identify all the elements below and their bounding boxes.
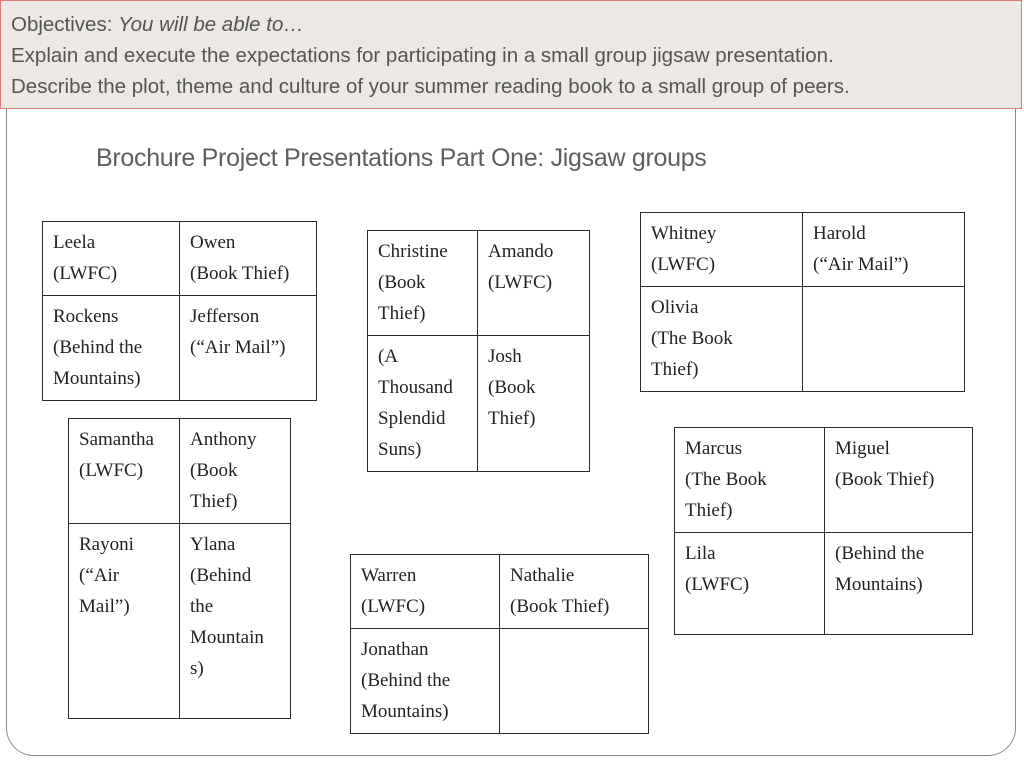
cell-text-line: Leela xyxy=(53,232,96,253)
cell-text-line: Thief) xyxy=(651,359,699,380)
cell-text-line: Mail”) xyxy=(79,596,130,617)
cell-text-line: Owen xyxy=(190,232,236,253)
table-cell xyxy=(675,428,825,533)
cell-text-line: Marcus xyxy=(685,438,742,459)
page-title: Brochure Project Presentations Part One: Jigsaw groups xyxy=(96,144,707,172)
objectives-box xyxy=(0,0,1022,109)
table-cell xyxy=(368,336,478,472)
cell-text-line: (LWFC) xyxy=(488,272,553,293)
table-row xyxy=(69,419,291,524)
cell-text-line: (Book xyxy=(488,377,536,398)
cell-text-line: Mountains) xyxy=(835,574,923,595)
group-table-3 xyxy=(640,212,965,392)
cell-text-line: (Book xyxy=(190,460,238,481)
cell-text-line: Anthony xyxy=(190,429,257,450)
table-row xyxy=(43,222,317,296)
cell-text-line: Jonathan xyxy=(361,639,429,660)
cell-text-line: Thief) xyxy=(685,500,733,521)
cell-text-line: (Behind the xyxy=(53,337,143,358)
table-cell xyxy=(368,231,478,336)
table-cell xyxy=(43,296,180,401)
cell-text-line: Thief) xyxy=(378,303,426,324)
cell-text-line: Ylana xyxy=(190,534,236,555)
objectives-heading xyxy=(11,9,1011,40)
cell-text-line: (“Air xyxy=(79,565,120,586)
table-cell xyxy=(641,287,803,392)
cell-text-line: Christine xyxy=(378,241,448,262)
cell-text-line: (Book Thief) xyxy=(190,263,290,284)
table-cell xyxy=(641,213,803,287)
table-cell xyxy=(180,419,291,524)
table-cell xyxy=(43,222,180,296)
group-table-6 xyxy=(350,554,649,734)
table-row xyxy=(43,296,317,401)
cell-text-line: (“Air Mail”) xyxy=(190,337,286,358)
cell-text-line: (Behind xyxy=(190,565,252,586)
cell-text-line: Rockens xyxy=(53,306,119,327)
cell-text-line: (“Air Mail”) xyxy=(813,254,909,275)
table-row xyxy=(641,213,965,287)
table-cell xyxy=(500,555,649,629)
table-row xyxy=(675,533,973,635)
group-table-1 xyxy=(42,221,317,401)
cell-text-line: (LWFC) xyxy=(53,263,118,284)
table-row xyxy=(368,336,590,472)
table-cell xyxy=(675,533,825,635)
cell-text-line: Lila xyxy=(685,543,716,564)
table-cell xyxy=(69,419,180,524)
cell-text-line: Thousand xyxy=(378,377,453,398)
cell-text-line: Whitney xyxy=(651,223,717,244)
table-row xyxy=(675,428,973,533)
cell-text-line: Suns) xyxy=(378,439,422,460)
cell-text-line: (LWFC) xyxy=(651,254,716,275)
table-cell xyxy=(803,287,965,392)
group-table-2 xyxy=(367,230,590,472)
cell-text-line: (Book xyxy=(378,272,426,293)
objective-line-2: Describe the plot, theme and culture of your summer reading book to a small group of peers. xyxy=(11,75,850,98)
cell-text-line: (Book Thief) xyxy=(835,469,935,490)
cell-text-line: (LWFC) xyxy=(361,596,426,617)
group-table-4 xyxy=(68,418,291,719)
table-cell xyxy=(825,533,973,635)
table-row xyxy=(368,231,590,336)
cell-text-line: Josh xyxy=(488,346,522,367)
cell-text-line: (LWFC) xyxy=(79,460,144,481)
table-cell xyxy=(69,524,180,719)
table-cell xyxy=(478,231,590,336)
cell-text-line: Mountain xyxy=(190,627,264,648)
cell-text-line: (LWFC) xyxy=(685,574,750,595)
cell-text-line: Olivia xyxy=(651,297,699,318)
table-cell xyxy=(825,428,973,533)
table-cell xyxy=(803,213,965,287)
cell-text-line: the xyxy=(190,596,214,617)
cell-text-line: (Behind the xyxy=(361,670,451,691)
cell-text-line: Miguel xyxy=(835,438,890,459)
objective-line-1: Explain and execute the expectations for participating in a small group jigsaw presentation. xyxy=(11,44,834,67)
cell-text-line: Jefferson xyxy=(190,306,260,327)
table-cell xyxy=(180,296,317,401)
cell-text-line: Mountains) xyxy=(53,368,141,389)
cell-text-line: Mountains) xyxy=(361,701,449,722)
table-cell xyxy=(180,222,317,296)
cell-text-line: (The Book xyxy=(651,328,733,349)
cell-text-line: Thief) xyxy=(190,491,238,512)
cell-text-line: Splendid xyxy=(378,408,446,429)
cell-text-line: Thief) xyxy=(488,408,536,429)
cell-text-line: s) xyxy=(190,658,204,679)
cell-text-line: Harold xyxy=(813,223,866,244)
cell-text-line: (Book Thief) xyxy=(510,596,610,617)
cell-text-line: Samantha xyxy=(79,429,154,450)
group-table-5 xyxy=(674,427,973,635)
table-row xyxy=(351,555,649,629)
table-cell xyxy=(351,555,500,629)
cell-text-line: Nathalie xyxy=(510,565,575,586)
table-cell xyxy=(478,336,590,472)
cell-text-line: (A xyxy=(378,346,399,367)
cell-text-line: Warren xyxy=(361,565,417,586)
cell-text-line: (Behind the xyxy=(835,543,925,564)
table-row xyxy=(69,524,291,719)
objectives-subtitle: You will be able to… xyxy=(118,13,304,36)
table-row xyxy=(351,629,649,734)
table-cell xyxy=(500,629,649,734)
objectives-label: Objectives: xyxy=(11,13,113,36)
table-cell xyxy=(351,629,500,734)
table-cell xyxy=(180,524,291,719)
table-row xyxy=(641,287,965,392)
cell-text-line: Amando xyxy=(488,241,554,262)
cell-text-line: (The Book xyxy=(685,469,767,490)
cell-text-line: Rayoni xyxy=(79,534,134,555)
